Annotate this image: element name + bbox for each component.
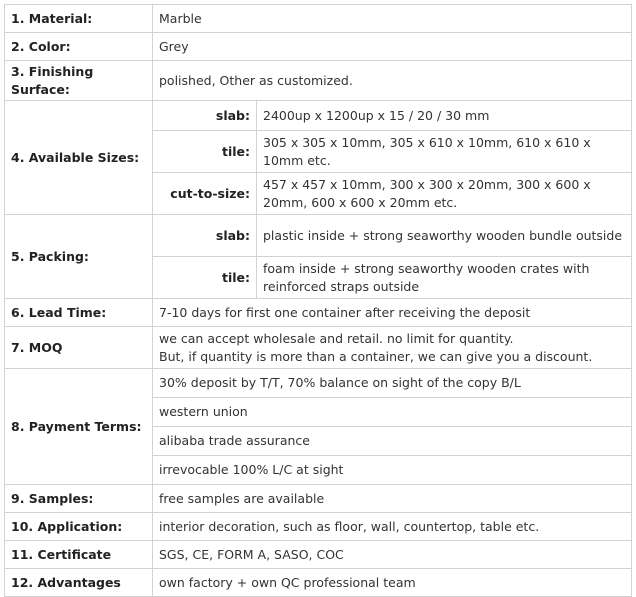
spec-table-wrapper (4, 4, 632, 597)
certificate-value: SGS, CE, FORM A, SASO, COC (153, 541, 632, 569)
table-row (5, 369, 632, 398)
table-row (5, 513, 632, 541)
payment-option: western union (153, 398, 632, 427)
table-row (5, 5, 632, 33)
payment-option: alibaba trade assurance (153, 427, 632, 456)
sizes-tile-label: tile: (153, 131, 257, 173)
table-row (5, 327, 632, 369)
packing-slab-value: plastic inside + strong seaworthy wooden bundle outside (257, 215, 632, 257)
advantages-label: 12. Advantages (5, 569, 153, 597)
material-value: Marble (153, 5, 632, 33)
lead-time-value: 7-10 days for first one container after receiving the deposit (153, 299, 632, 327)
sizes-slab-label: slab: (153, 101, 257, 131)
table-row (5, 485, 632, 513)
payment-option: irrevocable 100% L/C at sight (153, 456, 632, 485)
sizes-label: 4. Available Sizes: (5, 101, 153, 215)
sizes-tile-value: 305 x 305 x 10mm, 305 x 610 x 10mm, 610 x 610 x 10mm etc. (257, 131, 632, 173)
advantages-value: own factory + own QC professional team (153, 569, 632, 597)
moq-line-2: But, if quantity is more than a container, we can give you a discount. (159, 348, 593, 364)
packing-tile-value: foam inside + strong seaworthy wooden crates with reinforced straps outside (257, 257, 632, 299)
samples-value: free samples are available (153, 485, 632, 513)
application-label: 10. Application: (5, 513, 153, 541)
samples-label: 9. Samples: (5, 485, 153, 513)
sizes-slab-value: 2400up x 1200up x 15 / 20 / 30 mm (257, 101, 632, 131)
color-value: Grey (153, 33, 632, 61)
table-row (5, 215, 632, 257)
moq-label: 7. MOQ (5, 327, 153, 369)
certificate-label: 11. Certificate (5, 541, 153, 569)
packing-label: 5. Packing: (5, 215, 153, 299)
table-row (5, 569, 632, 597)
product-spec-table (4, 4, 632, 597)
table-row (5, 61, 632, 101)
sizes-cut-value: 457 x 457 x 10mm, 300 x 300 x 20mm, 300 x 600 x 20mm, 600 x 600 x 20mm etc. (257, 173, 632, 215)
table-row (5, 101, 632, 131)
color-label: 2. Color: (5, 33, 153, 61)
packing-tile-label: tile: (153, 257, 257, 299)
sizes-cut-label: cut-to-size: (153, 173, 257, 215)
moq-value (153, 327, 632, 369)
lead-time-label: 6. Lead Time: (5, 299, 153, 327)
moq-line-1: we can accept wholesale and retail. no limit for quantity. (159, 330, 514, 346)
material-label: 1. Material: (5, 5, 153, 33)
table-row (5, 299, 632, 327)
payment-label: 8. Payment Terms: (5, 369, 153, 485)
finishing-value: polished, Other as customized. (153, 61, 632, 101)
table-row (5, 33, 632, 61)
table-row (5, 541, 632, 569)
finishing-label: 3. Finishing Surface: (5, 61, 153, 101)
application-value: interior decoration, such as floor, wall, countertop, table etc. (153, 513, 632, 541)
packing-slab-label: slab: (153, 215, 257, 257)
payment-option: 30% deposit by T/T, 70% balance on sight of the copy B/L (153, 369, 632, 398)
